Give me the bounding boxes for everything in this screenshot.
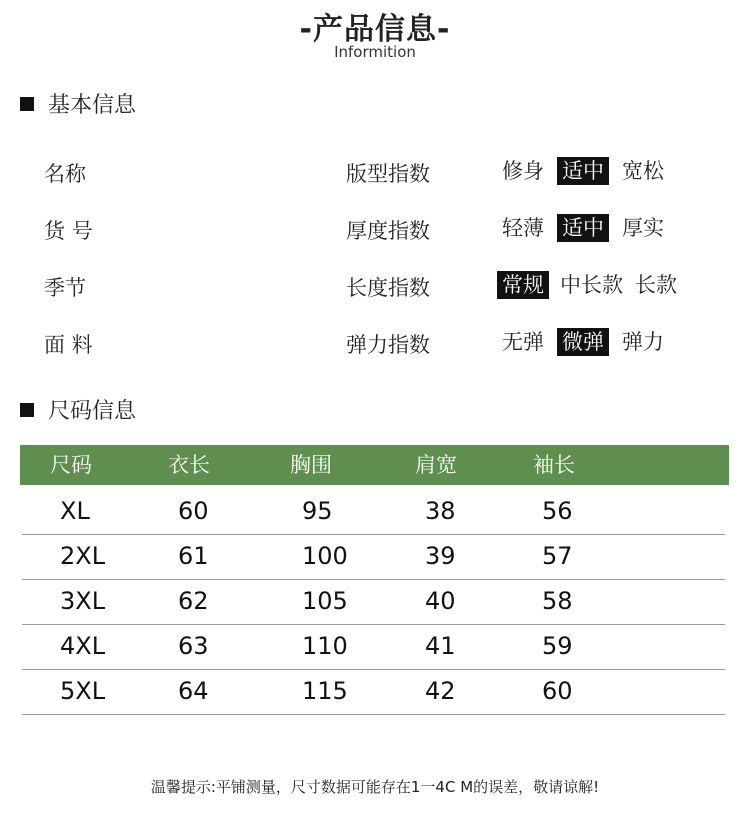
- length-option: 中长款: [560, 273, 623, 297]
- column-header-chest: 胸围: [290, 453, 332, 477]
- chest-cell: 105: [302, 587, 348, 615]
- table-row: [22, 536, 725, 580]
- thickness-option-selected: 适中: [557, 214, 609, 242]
- chest-cell: 115: [302, 677, 348, 705]
- table-row: [22, 491, 725, 535]
- chest-cell: 95: [302, 497, 333, 525]
- elasticity-index-label: 弹力指数: [346, 333, 430, 357]
- shoulder-cell: 40: [425, 587, 456, 615]
- elasticity-option: 无弹: [502, 330, 544, 354]
- column-header-size: 尺码: [50, 453, 92, 477]
- sleeve-cell: 56: [542, 497, 573, 525]
- length-index-label: 长度指数: [346, 276, 430, 300]
- fit-options: [497, 157, 669, 185]
- elasticity-option-selected: 微弹: [557, 328, 609, 356]
- row-divider: [22, 534, 725, 535]
- square-bullet-icon: [20, 403, 34, 417]
- item-number-label: 货 号: [44, 219, 93, 243]
- size-table-header: [20, 445, 729, 485]
- chest-cell: 110: [302, 632, 348, 660]
- table-row: [22, 581, 725, 625]
- length-cell: 60: [178, 497, 209, 525]
- chest-cell: 100: [302, 542, 348, 570]
- shoulder-cell: 38: [425, 497, 456, 525]
- sleeve-cell: 60: [542, 677, 573, 705]
- size-cell: 5XL: [60, 677, 106, 705]
- size-info-heading: [20, 394, 136, 425]
- size-info-title: 尺码信息: [48, 399, 137, 424]
- table-row: [22, 671, 725, 715]
- length-cell: 61: [178, 542, 209, 570]
- shoulder-cell: 39: [425, 542, 456, 570]
- table-row: [22, 626, 725, 670]
- fabric-label: 面 料: [44, 333, 93, 357]
- size-cell: XL: [60, 497, 90, 525]
- column-header-shoulder: 肩宽: [415, 453, 457, 477]
- shoulder-cell: 41: [425, 632, 456, 660]
- square-bullet-icon: [20, 97, 34, 111]
- thickness-index-label: 厚度指数: [346, 219, 430, 243]
- row-divider: [22, 579, 725, 580]
- row-divider: [22, 714, 725, 715]
- elasticity-option: 弹力: [622, 330, 664, 354]
- length-option: 长款: [635, 273, 677, 297]
- thickness-option: 轻薄: [502, 216, 544, 240]
- fit-index-label: 版型指数: [346, 162, 430, 186]
- fit-option-selected: 适中: [557, 157, 609, 185]
- length-cell: 62: [178, 587, 209, 615]
- thickness-option: 厚实: [622, 216, 664, 240]
- basic-info-title: 基本信息: [48, 93, 137, 118]
- sleeve-cell: 59: [542, 632, 573, 660]
- row-divider: [22, 669, 725, 670]
- column-header-length: 衣长: [168, 453, 210, 477]
- sleeve-cell: 58: [542, 587, 573, 615]
- name-label: 名称: [44, 162, 86, 186]
- page-subtitle: Informition: [334, 43, 416, 61]
- length-cell: 63: [178, 632, 209, 660]
- length-options: [497, 271, 682, 299]
- row-divider: [22, 624, 725, 625]
- shoulder-cell: 42: [425, 677, 456, 705]
- page-title: -产品信息-: [299, 12, 451, 47]
- length-cell: 64: [178, 677, 209, 705]
- measurement-note: 温馨提示:平铺测量，尺寸数据可能存在1一4C M的误差，敬请谅解!: [150, 778, 600, 796]
- basic-info-heading: [20, 88, 136, 119]
- season-label: 季节: [44, 276, 86, 300]
- size-cell: 4XL: [60, 632, 106, 660]
- fit-option: 修身: [502, 159, 544, 183]
- sleeve-cell: 57: [542, 542, 573, 570]
- size-cell: 2XL: [60, 542, 106, 570]
- thickness-options: [497, 214, 669, 242]
- elasticity-options: [497, 328, 669, 356]
- column-header-sleeve: 袖长: [533, 453, 575, 477]
- length-option-selected: 常规: [497, 271, 549, 299]
- size-cell: 3XL: [60, 587, 106, 615]
- fit-option: 宽松: [622, 159, 664, 183]
